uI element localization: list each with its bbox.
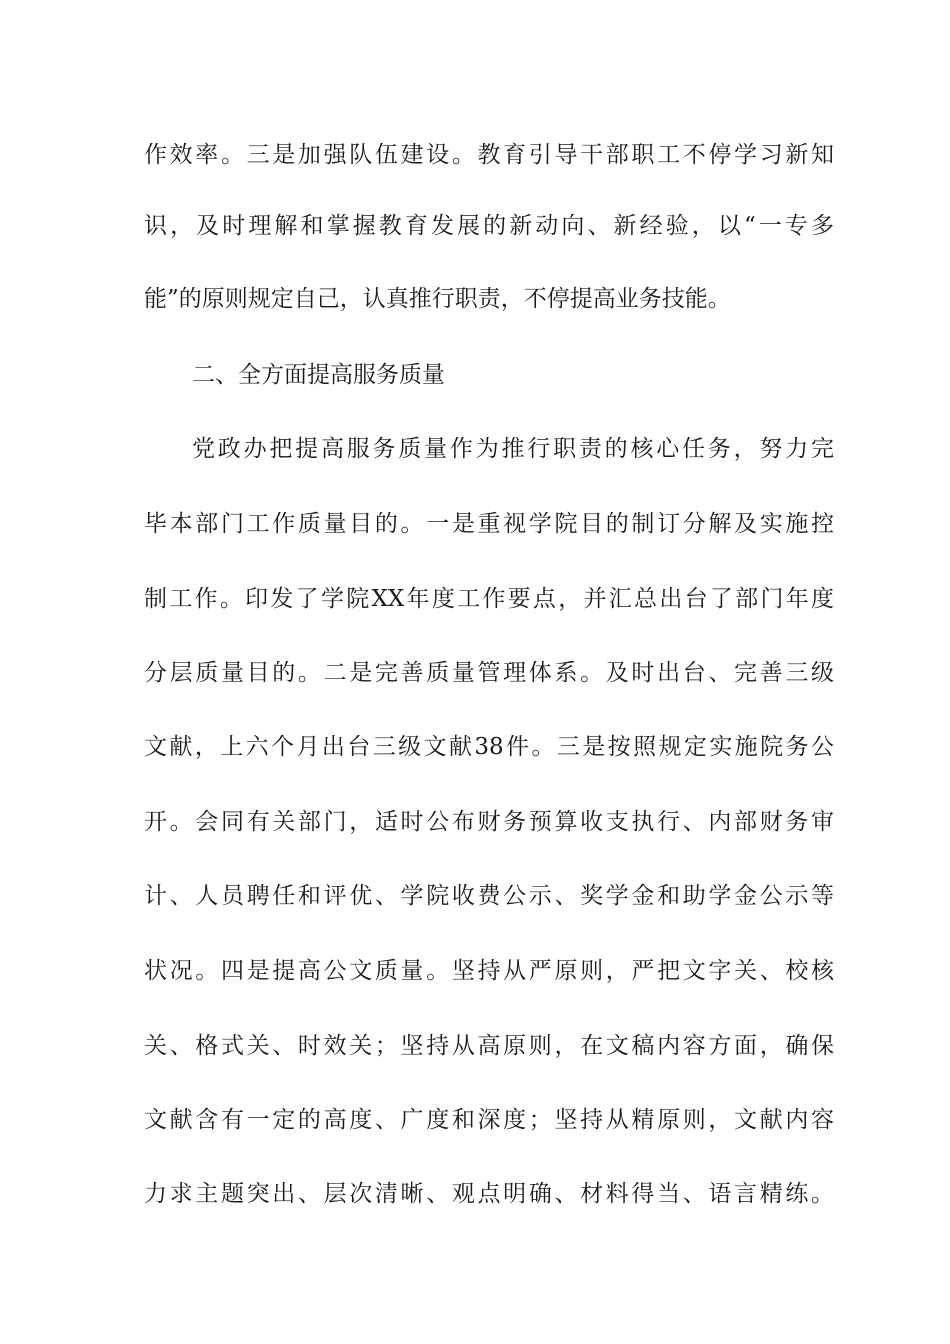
text-line: 文献，上六个月出台三级文献38件。三是按照规定实施院务公 xyxy=(144,734,834,760)
text-line: 党政办把提高服务质量作为推行职责的核心任务，努力完 xyxy=(192,436,834,462)
text-line: 计、人员聘任和评优、学院收费公示、奖学金和助学金公示等 xyxy=(144,883,834,909)
text-line: 开。会同有关部门，适时公布财务预算收支执行、内部财务审 xyxy=(144,809,834,835)
section-heading: 二、全方面提高服务质量 xyxy=(192,362,445,388)
text-line: 毕本部门工作质量目的。一是重视学院目的制订分解及实施控 xyxy=(144,511,834,537)
text-line: 制工作。印发了学院XX年度工作要点，并汇总出台了部门年度 xyxy=(144,586,834,612)
text-line: 文献含有一定的高度、广度和深度；坚持从精原则，文献内容 xyxy=(144,1107,834,1133)
text-line: 状况。四是提高公文质量。坚持从严原则，严把文字关、校核 xyxy=(144,958,834,984)
text-line: 能”的原则规定自己，认真推行职责，不停提高业务技能。 xyxy=(144,286,731,312)
text-line: 作效率。三是加强队伍建设。教育引导干部职工不停学习新知 xyxy=(144,142,834,168)
text-line: 关、格式关、时效关；坚持从高原则，在文稿内容方面，确保 xyxy=(144,1033,834,1059)
text-line: 识，及时理解和掌握教育发展的新动向、新经验，以“一专多 xyxy=(144,213,834,239)
text-line: 分层质量目的。二是完善质量管理体系。及时出台、完善三级 xyxy=(144,660,834,686)
text-line: 力求主题突出、层次清晰、观点明确、材料得当、语言精练。 xyxy=(144,1181,834,1207)
